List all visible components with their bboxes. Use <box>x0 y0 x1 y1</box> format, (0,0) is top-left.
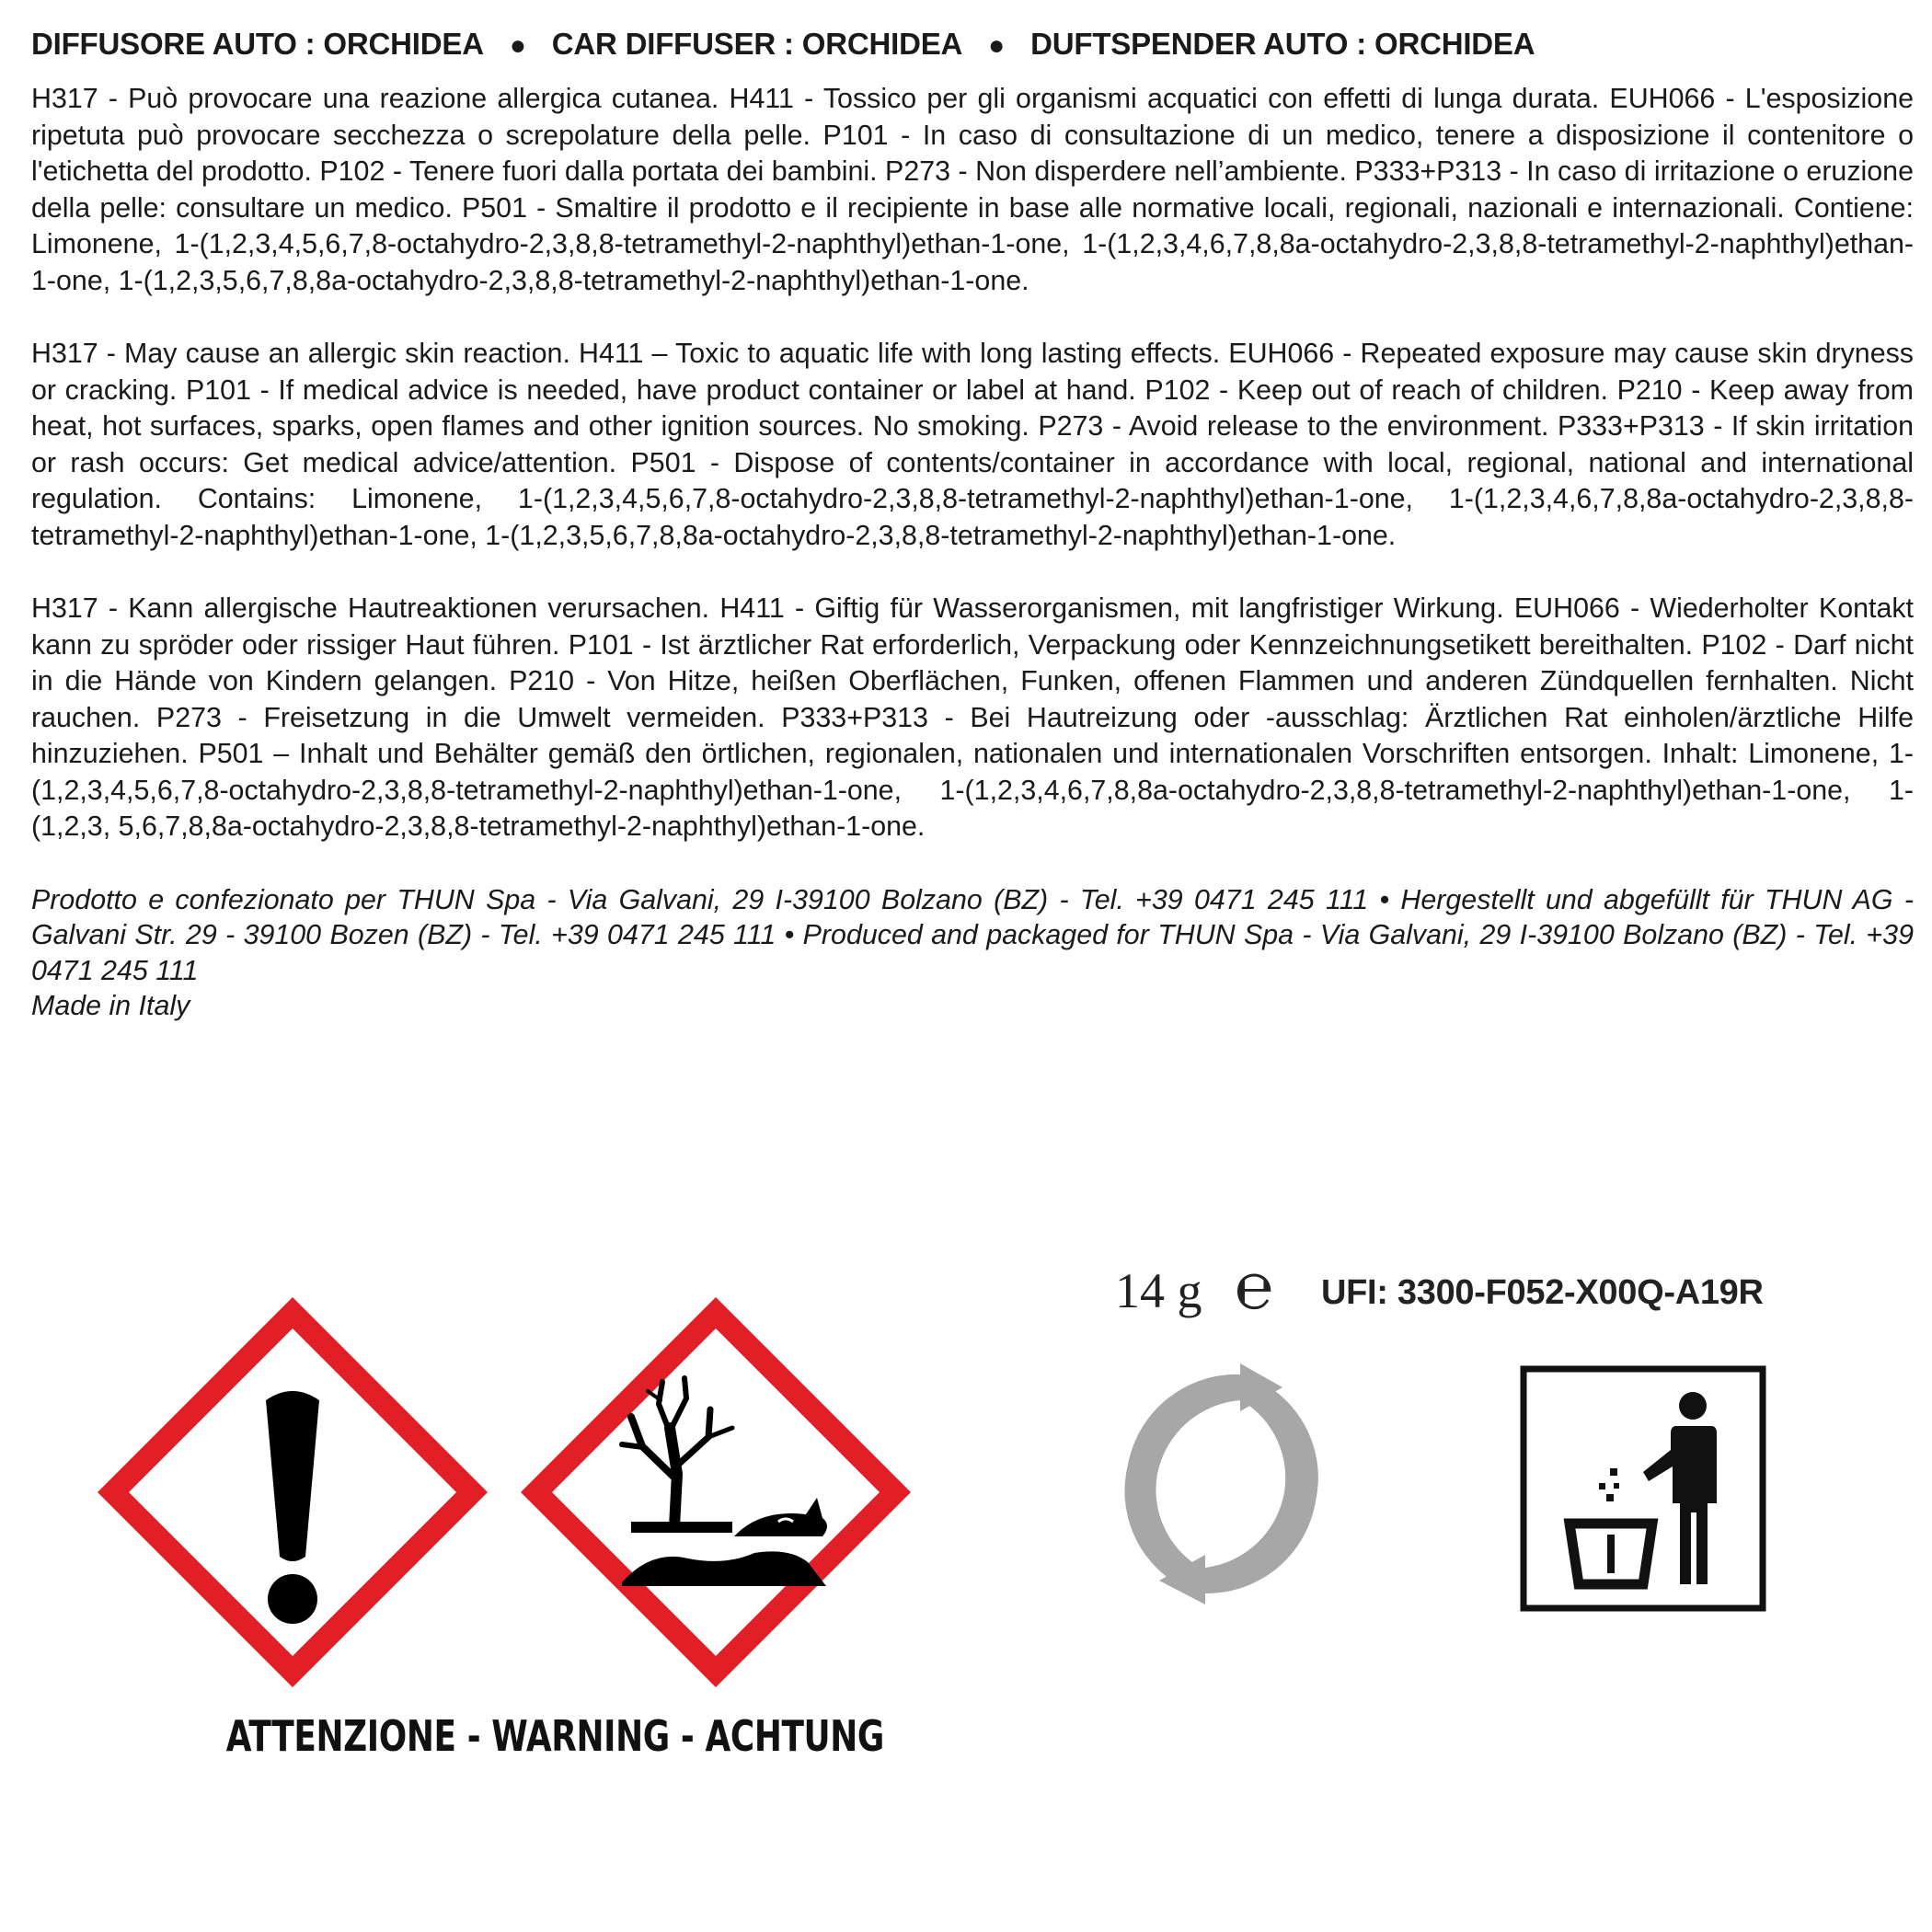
exclamation-mark-icon <box>90 1290 495 1695</box>
litter-bin-icon <box>1520 1365 1766 1612</box>
title-separator: ● <box>988 30 1006 61</box>
producer-address: Prodotto e confezionato per THUN Spa - Via Galvani, 29 I-39100 Bolzano (BZ) - Tel. +39 0471 245 111 • Hergestellt und abgefüllt für THUN AG - Galvani Str. 29 - 39100 Bozen (BZ) - Tel. +39 0471 245 111 • Produced and packaged for THUN Spa - Via Galvani, 29 I-39100 Bolzano (BZ) - Tel. +39 0471 245 111 <box>31 883 1914 986</box>
signal-word: ATTENZIONE - WARNING - ACHTUNG <box>225 1711 884 1761</box>
title-separator: ● <box>509 30 526 61</box>
warning-text-german: H317 - Kann allergische Hautreaktionen verursachen. H411 - Giftig für Wasserorganismen, mit langfristiger Wirkung. EUH066 - Wiederholter Kontakt kann zu spröder oder rissiger Haut führen. P101 - Ist ärztlicher Rat erforderlich, Verpackung oder Kennzeichnungsetikett bereithalten. P102 - Darf nicht in die Hände von Kindern gelangen. P210 - Von Hitze, heißen Oberflächen, Funken, offenen Flammen und anderen Zündquellen fernhalten. Nicht rauchen. P273 - Freisetzung in die Umwelt vermeiden. P333+P313 - Bei Hautreizung oder -ausschlag: Ärztlichen Rat einholen/ärztliche Hilfe hinzuziehen. P501 – Inhalt und Behälter gemäß den örtlichen, regionalen, nationalen und internationalen Vorschriften entsorgen. Inhalt: Limonene, 1-(1,2,3,4,5,6,7,8-octahydro-2,3,8,8-tetramethyl-2-naphthyl)ethan-1-one, 1-(1,2,3,4,6,7,8,8a-octahydro-2,3,8,8-tetramethyl-2-naphthyl)ethan-1-one, 1-(1,2,3, 5,6,7,8,8a-octahydro-2,3,8,8-tetramethyl-2-naphthyl)ethan-1-one. <box>31 592 1914 842</box>
title-german: DUFTSPENDER AUTO : ORCHIDEA <box>1030 27 1535 61</box>
net-weight: 14 g <box>1115 1263 1202 1318</box>
title-italian: DIFFUSORE AUTO : ORCHIDEA <box>31 27 484 61</box>
green-dot-recycle-icon <box>1102 1363 1334 1604</box>
environment-hazard-icon <box>513 1290 918 1695</box>
ufi-code: UFI: 3300-F052-X00Q-A19R <box>1321 1273 1764 1312</box>
warning-text-italian: H317 - Può provocare una reazione allergica cutanea. H411 - Tossico per gli organismi acquatici con effetti di lunga durata. EUH066 - L'esposizione ripetuta può provocare secchezza o screpolature della pelle. P101 - In caso di consultazione di un medico, tenere a disposizione il contenitore o l'etichetta del prodotto. P102 - Tenere fuori dalla portata dei bambini. P273 - Non disperdere nell’ambiente. P333+P313 - In caso di irritazione o eruzione della pelle: consultare un medico. P501 - Smaltire il prodotto e il recipiente in base alle normative locali, regionali, nazionali e internazionali. Contiene: Limonene, 1-(1,2,3,4,5,6,7,8-octahydro-2,3,8,8-tetramethyl-2-naphthyl)ethan-1-one, 1-(1,2,3,4,6,7,8,8a-octahydro-2,3,8,8-tetramethyl-2-naphthyl)ethan-1-one, 1-(1,2,3,5,6,7,8,8a-octahydro-2,3,8,8-tetramethyl-2-naphthyl)ethan-1-one. <box>31 83 1914 296</box>
warning-text-english: H317 - May cause an allergic skin reaction. H411 – Toxic to aquatic life with long lasting effects. EUH066 - Repeated exposure may cause skin dryness or cracking. P101 - If medical advice is needed, have product container or label at hand. P102 - Keep out of reach of children. P210 - Keep away from heat, hot surfaces, sparks, open flames and other ignition sources. No smoking. P273 - Avoid release to the environment. P333+P313 - If skin irritation or rash occurs: Get medical advice/attention. P501 - Dispose of contents/container in accordance with local, regional, national and international regulation. Contains: Limonene, 1-(1,2,3,4,5,6,7,8-octahydro-2,3,8,8-tetramethyl-2-naphthyl)ethan-1-one, 1-(1,2,3,4,6,7,8,8a-octahydro-2,3,8,8-tetramethyl-2-naphthyl)ethan-1-one, 1-(1,2,3,5,6,7,8,8a-octahydro-2,3,8,8-tetramethyl-2-naphthyl)ethan-1-one. <box>31 338 1914 551</box>
product-title <box>31 20 1914 70</box>
product-label <box>31 20 1914 1024</box>
title-english: CAR DIFFUSER : ORCHIDEA <box>551 27 963 61</box>
made-in-italy: Made in Italy <box>31 990 190 1021</box>
estimated-sign-icon: ℮ <box>1235 1252 1274 1323</box>
